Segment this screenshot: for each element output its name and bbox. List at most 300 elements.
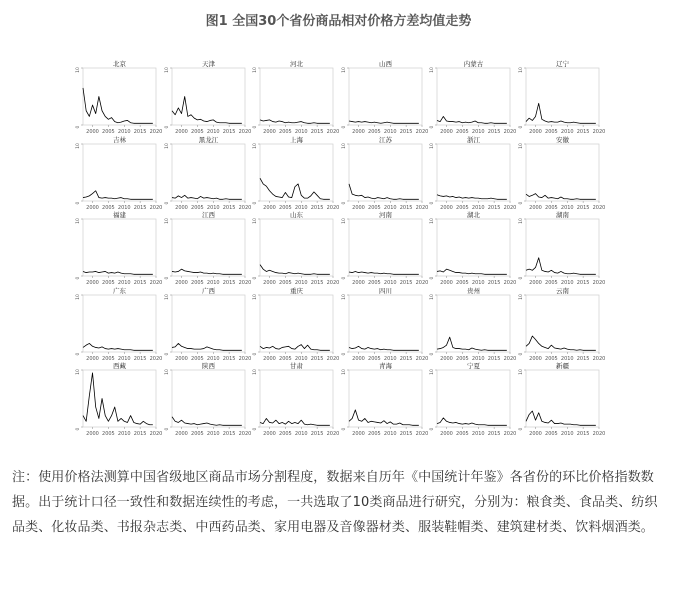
chart-panel <box>69 285 166 366</box>
chart-panel <box>423 58 520 139</box>
y-tick-label: 0 <box>430 125 435 129</box>
panel-title: 山东 <box>290 211 303 219</box>
panel-frame <box>83 68 156 125</box>
y-tick-label: 0 <box>518 201 524 204</box>
chart-panel <box>246 58 343 139</box>
y-tick-label: 10 <box>430 369 435 375</box>
chart-panel <box>512 58 609 139</box>
chart-panel <box>335 209 432 290</box>
panel-frame <box>83 370 156 427</box>
x-tick-label: 2000 <box>528 431 542 437</box>
panel-frame <box>172 144 245 201</box>
panel-title: 贵州 <box>467 286 480 295</box>
panel-frame <box>526 144 599 201</box>
panel-title: 四川 <box>378 286 392 295</box>
x-tick-label: 2005 <box>456 204 469 211</box>
y-tick-label: 10 <box>164 67 170 73</box>
y-tick-label: 0 <box>430 201 435 204</box>
series-line <box>172 343 242 350</box>
x-tick-label: 2010 <box>471 129 485 135</box>
x-tick-label: 2005 <box>367 355 381 362</box>
x-tick-label: 2010 <box>383 204 397 211</box>
x-tick-label: 2015 <box>399 204 412 211</box>
x-tick-label: 2020 <box>592 355 605 362</box>
panel-title: 安徽 <box>555 135 569 144</box>
x-tick-label: 2010 <box>383 355 397 362</box>
panel-title: 湖南 <box>555 211 569 219</box>
y-tick-label: 10 <box>518 67 524 73</box>
chart-panel <box>246 360 343 441</box>
panel-title: 天津 <box>201 60 215 68</box>
x-tick-label: 2000 <box>351 431 365 437</box>
x-tick-label: 2010 <box>383 129 397 135</box>
panel-frame <box>437 68 510 125</box>
panel-frame <box>260 219 333 276</box>
x-tick-label: 2015 <box>487 204 501 211</box>
y-tick-label: 0 <box>341 427 347 431</box>
x-tick-label: 2000 <box>174 204 188 211</box>
y-tick-label: 10 <box>430 293 435 300</box>
panel-title: 江苏 <box>378 135 392 144</box>
x-tick-label: 2005 <box>102 431 115 437</box>
series-line <box>526 193 596 199</box>
x-tick-label: 2020 <box>149 204 163 211</box>
y-tick-label: 0 <box>253 427 258 431</box>
x-tick-label: 2005 <box>102 355 115 362</box>
x-tick-label: 2010 <box>471 280 485 286</box>
y-tick-label: 10 <box>164 293 170 300</box>
x-tick-label: 2020 <box>149 431 163 437</box>
x-tick-label: 2015 <box>399 129 412 135</box>
panel-title: 青海 <box>378 362 392 370</box>
chart-panel <box>158 58 255 139</box>
y-tick-label: 0 <box>253 276 258 280</box>
x-tick-label: 2010 <box>294 355 308 362</box>
panel-title: 河南 <box>378 211 392 219</box>
panel-frame <box>349 219 422 276</box>
x-tick-label: 2005 <box>367 129 381 135</box>
series-line <box>437 337 507 350</box>
x-tick-label: 2015 <box>576 280 589 286</box>
chart-panel <box>69 58 166 139</box>
x-tick-label: 2010 <box>206 204 220 211</box>
x-tick-label: 2015 <box>310 355 324 362</box>
chart-panel <box>158 360 255 441</box>
panel-frame <box>349 295 422 352</box>
panel-title: 北京 <box>113 60 126 68</box>
series-line <box>260 344 330 350</box>
y-tick-label: 0 <box>430 276 435 280</box>
series-line <box>260 120 330 123</box>
series-line <box>83 190 153 199</box>
y-tick-label: 10 <box>518 293 524 300</box>
x-tick-label: 2015 <box>222 431 235 437</box>
x-tick-label: 2010 <box>560 355 574 362</box>
panel-title: 黑龙江 <box>198 135 218 144</box>
x-tick-label: 2015 <box>133 204 147 211</box>
x-tick-label: 2000 <box>440 431 453 437</box>
series-line <box>349 121 419 123</box>
x-tick-label: 2020 <box>326 431 340 437</box>
x-tick-label: 2000 <box>440 355 453 362</box>
panel-frame <box>83 295 156 352</box>
y-tick-label: 0 <box>518 427 524 431</box>
panel-title: 重庆 <box>290 286 303 295</box>
panel-frame <box>172 219 245 276</box>
panel-title: 云南 <box>555 286 569 295</box>
panel-title: 河北 <box>290 60 303 68</box>
x-tick-label: 2015 <box>399 431 412 437</box>
chart-panel <box>69 134 166 215</box>
x-tick-label: 2005 <box>102 204 115 211</box>
x-tick-label: 2015 <box>399 355 412 362</box>
x-tick-label: 2010 <box>471 431 485 437</box>
x-tick-label: 2005 <box>544 204 558 211</box>
x-tick-label: 2005 <box>279 204 292 211</box>
panel-frame <box>349 370 422 427</box>
x-tick-label: 2000 <box>528 280 542 286</box>
x-tick-label: 2005 <box>279 129 292 135</box>
x-tick-label: 2020 <box>415 129 428 135</box>
y-tick-label: 10 <box>164 218 170 224</box>
x-tick-label: 2020 <box>503 355 517 362</box>
x-tick-label: 2010 <box>294 129 308 135</box>
x-tick-label: 2010 <box>560 431 574 437</box>
x-tick-label: 2010 <box>383 431 397 437</box>
y-tick-label: 0 <box>518 276 524 280</box>
y-tick-label: 10 <box>341 67 347 73</box>
x-tick-label: 2010 <box>117 280 131 286</box>
x-tick-label: 2020 <box>592 129 605 135</box>
x-tick-label: 2005 <box>190 129 204 135</box>
x-tick-label: 2020 <box>149 129 163 135</box>
x-tick-label: 2005 <box>367 204 381 211</box>
x-tick-label: 2000 <box>440 204 453 211</box>
y-tick-label: 0 <box>76 427 81 431</box>
panel-frame <box>437 144 510 201</box>
panel-title: 广东 <box>113 286 126 295</box>
y-tick-label: 10 <box>253 142 258 149</box>
x-tick-label: 2005 <box>279 355 292 362</box>
panel-frame <box>260 370 333 427</box>
x-tick-label: 2020 <box>326 355 340 362</box>
x-tick-label: 2015 <box>133 355 147 362</box>
y-tick-label: 0 <box>341 352 347 355</box>
series-line <box>349 271 419 274</box>
x-tick-label: 2000 <box>263 355 276 362</box>
y-tick-label: 10 <box>76 369 81 375</box>
x-tick-label: 2010 <box>117 431 131 437</box>
chart-panel <box>512 209 609 290</box>
x-tick-label: 2010 <box>383 280 397 286</box>
y-tick-label: 0 <box>164 427 170 431</box>
series-line <box>526 336 596 350</box>
x-tick-label: 2005 <box>544 355 558 362</box>
chart-panel <box>335 360 432 441</box>
chart-panel <box>158 209 255 290</box>
x-tick-label: 2020 <box>415 204 428 211</box>
panel-frame <box>172 68 245 125</box>
x-tick-label: 2005 <box>279 431 292 437</box>
y-tick-label: 10 <box>518 218 524 224</box>
series-line <box>172 97 242 124</box>
x-tick-label: 2020 <box>592 280 605 286</box>
series-line <box>437 418 507 425</box>
x-tick-label: 2000 <box>528 355 542 362</box>
x-tick-label: 2020 <box>326 129 340 135</box>
x-tick-label: 2015 <box>487 431 501 437</box>
x-tick-label: 2005 <box>190 280 204 286</box>
panel-title: 山西 <box>378 60 392 68</box>
x-tick-label: 2020 <box>238 280 251 286</box>
x-tick-label: 2010 <box>117 204 131 211</box>
x-tick-label: 2015 <box>576 129 589 135</box>
x-tick-label: 2005 <box>456 355 469 362</box>
x-tick-label: 2010 <box>560 129 574 135</box>
series-line <box>526 258 596 275</box>
series-line <box>260 265 330 275</box>
series-line <box>83 343 153 350</box>
y-tick-label: 10 <box>76 218 81 224</box>
y-tick-label: 0 <box>518 125 524 129</box>
x-tick-label: 2020 <box>238 129 251 135</box>
y-tick-label: 0 <box>253 201 258 204</box>
x-tick-label: 2015 <box>576 431 589 437</box>
x-tick-label: 2015 <box>576 204 589 211</box>
x-tick-label: 2020 <box>238 355 251 362</box>
x-tick-label: 2015 <box>399 280 412 286</box>
panel-frame <box>526 295 599 352</box>
y-tick-label: 10 <box>518 369 524 375</box>
y-tick-label: 10 <box>341 142 347 149</box>
x-tick-label: 2010 <box>206 431 220 437</box>
chart-panel <box>512 134 609 215</box>
panel-title: 宁夏 <box>467 362 480 370</box>
x-tick-label: 2015 <box>310 129 324 135</box>
chart-panel <box>423 134 520 215</box>
chart-panel <box>69 360 166 441</box>
x-tick-label: 2000 <box>351 280 365 286</box>
y-tick-label: 10 <box>76 142 81 149</box>
x-tick-label: 2005 <box>456 129 469 135</box>
y-tick-label: 10 <box>341 218 347 224</box>
series-line <box>437 194 507 199</box>
x-tick-label: 2020 <box>503 280 517 286</box>
y-tick-label: 0 <box>341 276 347 280</box>
x-tick-label: 2015 <box>310 431 324 437</box>
panel-frame <box>172 370 245 427</box>
x-tick-label: 2010 <box>294 204 308 211</box>
y-tick-label: 10 <box>253 67 258 73</box>
panel-title: 陕西 <box>201 362 215 370</box>
y-tick-label: 10 <box>341 293 347 300</box>
panel-frame <box>437 295 510 352</box>
x-tick-label: 2020 <box>326 204 340 211</box>
y-tick-label: 10 <box>341 369 347 375</box>
y-tick-label: 10 <box>430 142 435 149</box>
x-tick-label: 2005 <box>190 204 204 211</box>
x-tick-label: 2020 <box>238 431 251 437</box>
x-tick-label: 2015 <box>222 355 235 362</box>
x-tick-label: 2005 <box>367 280 381 286</box>
x-tick-label: 2005 <box>456 280 469 286</box>
series-line <box>260 178 330 199</box>
y-tick-label: 0 <box>76 125 81 129</box>
chart-panel <box>69 209 166 290</box>
series-line <box>172 195 242 199</box>
x-tick-label: 2020 <box>592 431 605 437</box>
series-line <box>83 373 153 425</box>
panel-title: 浙江 <box>467 135 480 144</box>
chart-panel <box>423 209 520 290</box>
x-tick-label: 2000 <box>440 129 453 135</box>
x-tick-label: 2000 <box>351 129 365 135</box>
x-tick-label: 2005 <box>456 431 469 437</box>
chart-panel <box>246 134 343 215</box>
x-tick-label: 2010 <box>471 355 485 362</box>
series-line <box>172 417 242 426</box>
x-tick-label: 2015 <box>222 129 235 135</box>
x-tick-label: 2015 <box>487 355 501 362</box>
x-tick-label: 2015 <box>222 280 235 286</box>
panel-title: 湖北 <box>467 211 480 219</box>
panel-title: 广西 <box>201 286 215 295</box>
x-tick-label: 2010 <box>117 129 131 135</box>
y-tick-label: 0 <box>253 125 258 129</box>
y-tick-label: 0 <box>76 276 81 280</box>
x-tick-label: 2010 <box>294 280 308 286</box>
x-tick-label: 2000 <box>174 129 188 135</box>
x-tick-label: 2020 <box>503 204 517 211</box>
y-tick-label: 10 <box>76 293 81 300</box>
y-tick-label: 0 <box>164 125 170 129</box>
x-tick-label: 2005 <box>102 129 115 135</box>
x-tick-label: 2020 <box>415 280 428 286</box>
panel-frame <box>437 370 510 427</box>
y-tick-label: 0 <box>518 352 524 355</box>
x-tick-label: 2000 <box>174 280 188 286</box>
x-tick-label: 2005 <box>544 280 558 286</box>
x-tick-label: 2010 <box>206 280 220 286</box>
panel-title: 内蒙古 <box>463 60 484 68</box>
x-tick-label: 2000 <box>263 129 276 135</box>
x-tick-label: 2000 <box>351 355 365 362</box>
x-tick-label: 2000 <box>86 280 99 286</box>
panel-frame <box>526 68 599 125</box>
panel-frame <box>172 295 245 352</box>
chart-panel <box>335 285 432 366</box>
series-line <box>260 418 330 425</box>
series-line <box>349 410 419 425</box>
panel-title: 西藏 <box>113 362 126 370</box>
x-tick-label: 2005 <box>279 280 292 286</box>
x-tick-label: 2000 <box>174 431 188 437</box>
panel-title: 新疆 <box>555 362 569 370</box>
x-tick-label: 2020 <box>415 431 428 437</box>
x-tick-label: 2000 <box>86 431 99 437</box>
series-line <box>526 103 596 123</box>
figure-title: 图1 全国30个省份商品相对价格方差均值走势 <box>205 14 472 29</box>
figure-note: 注：使用价格法测算中国省级地区商品市场分割程度，数据来自历年《中国统计年鉴》各省份的环比价格指数数据。出于统计口径一致性和数据连续性的考虑，一共选取了10类商品进行研究，分别为：粮食类、食品类、纺织品类、化妆品类、书报杂志类、中西药品类、家用电器及音像器材类、服装鞋帽类、建筑建材类、饮料烟酒类。 <box>12 470 658 535</box>
y-tick-label: 0 <box>253 352 258 355</box>
chart-panel <box>512 360 609 441</box>
series-line <box>526 411 596 425</box>
panel-frame <box>349 68 422 125</box>
x-tick-label: 2000 <box>263 204 276 211</box>
y-tick-label: 10 <box>253 218 258 224</box>
x-tick-label: 2015 <box>222 204 235 211</box>
y-tick-label: 0 <box>76 352 81 355</box>
chart-panel <box>246 209 343 290</box>
panel-title: 辽宁 <box>555 60 569 68</box>
series-line <box>83 88 153 123</box>
x-tick-label: 2010 <box>471 204 485 211</box>
x-tick-label: 2000 <box>86 129 99 135</box>
y-tick-label: 0 <box>164 352 170 355</box>
panel-frame <box>83 219 156 276</box>
x-tick-label: 2005 <box>367 431 381 437</box>
panel-frame <box>437 219 510 276</box>
x-tick-label: 2005 <box>190 355 204 362</box>
y-tick-label: 10 <box>518 142 524 149</box>
y-tick-label: 0 <box>430 352 435 355</box>
chart-panel <box>335 58 432 139</box>
panel-frame <box>526 219 599 276</box>
panel-frame <box>260 68 333 125</box>
x-tick-label: 2015 <box>487 280 501 286</box>
x-tick-label: 2005 <box>544 129 558 135</box>
x-tick-label: 2015 <box>576 355 589 362</box>
x-tick-label: 2010 <box>117 355 131 362</box>
x-tick-label: 2000 <box>263 431 276 437</box>
series-line <box>83 271 153 274</box>
x-tick-label: 2020 <box>415 355 428 362</box>
x-tick-label: 2000 <box>174 355 188 362</box>
panel-title: 上海 <box>290 135 303 144</box>
chart-panel <box>423 285 520 366</box>
x-tick-label: 2000 <box>528 129 542 135</box>
x-tick-label: 2020 <box>503 431 517 437</box>
chart-panel <box>158 285 255 366</box>
y-tick-label: 0 <box>341 201 347 204</box>
x-tick-label: 2020 <box>592 204 605 211</box>
y-tick-label: 10 <box>76 67 81 73</box>
x-tick-label: 2000 <box>528 204 542 211</box>
series-line <box>437 269 507 274</box>
x-tick-label: 2015 <box>487 129 501 135</box>
chart-panel <box>335 134 432 215</box>
x-tick-label: 2000 <box>86 355 99 362</box>
x-tick-label: 2010 <box>206 129 220 135</box>
x-tick-label: 2005 <box>544 431 558 437</box>
x-tick-label: 2005 <box>190 431 204 437</box>
x-tick-label: 2010 <box>294 431 308 437</box>
x-tick-label: 2015 <box>310 280 324 286</box>
y-tick-label: 10 <box>164 369 170 375</box>
y-tick-label: 10 <box>164 142 170 149</box>
chart-panel <box>158 134 255 215</box>
y-tick-label: 0 <box>164 201 170 204</box>
chart-panel <box>512 285 609 366</box>
chart-panel <box>423 360 520 441</box>
panel-frame <box>526 370 599 427</box>
x-tick-label: 2020 <box>238 204 251 211</box>
y-tick-label: 0 <box>341 125 347 129</box>
series-line <box>172 269 242 274</box>
x-tick-label: 2015 <box>310 204 324 211</box>
x-tick-label: 2020 <box>326 280 340 286</box>
y-tick-label: 10 <box>253 293 258 300</box>
